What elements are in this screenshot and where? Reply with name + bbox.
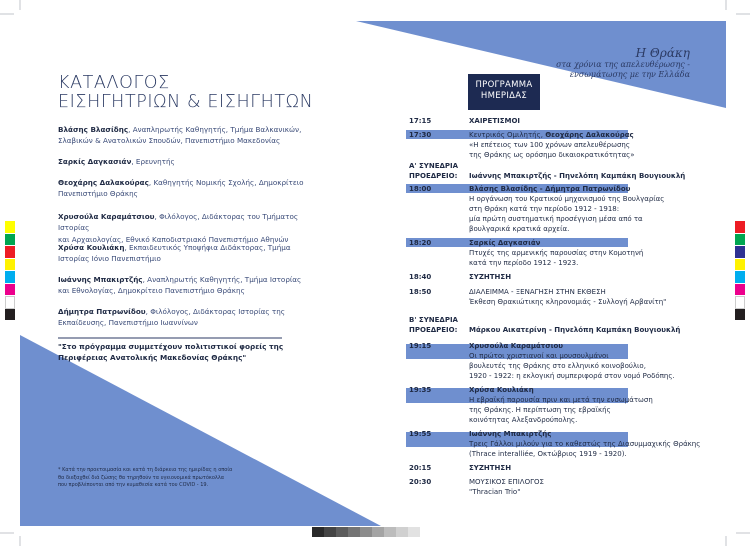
color-bar-left (5, 221, 15, 321)
participation-quote: "Στο πρόγραμμα συμμετέχουν πολιτιστικοί φορείς της Περιφέρειας Ανατολικής Μακεδονίας Θράκης" (58, 342, 284, 362)
speaker-19-35: Χρύσα Κουλιάκη (469, 386, 534, 394)
time-18-50: 18:50 (409, 288, 432, 296)
closing-music-label: ΜΟΥΣΙΚΟΣ ΕΠΙΛΟΓΟΣ (469, 478, 544, 486)
time-18-40: 18:40 (409, 273, 432, 281)
discussion-label-2: ΣΥΖΗΤΗΣΗ (469, 464, 512, 472)
speaker-19-15: Χρυσούλα Καραμάτσιου (469, 342, 563, 350)
talk-title-line: Οι πρώτοι χριστιανοί και μουσουλμάνοι (469, 352, 609, 360)
exhibition-label: Έκθεση Θρακιώτικης κληρονομιάς - Συλλογή Αρβανίτη" (469, 298, 667, 306)
discussion-label: ΣΥΖΗΤΗΣΗ (469, 273, 512, 281)
talk-title-line: της Θράκης. Η περίπτωση της εβραϊκής (469, 406, 611, 414)
session-b-chairs: Μάρκου Αικατερίνη - Πηνελόπη Καμπάκη Βουγιουκλή (469, 326, 681, 334)
keynote-title-line: της Θράκης ως ορόσημο δικαιοκρατικότητας» (469, 151, 635, 159)
music-ensemble-label: "Thracian Trio" (469, 488, 521, 496)
program-heading-box: ΠΡΟΓΡΑΜΜΑ ΗΜΕΡΙΔΑΣ (468, 74, 540, 110)
session-b-label: Β' ΣΥΝΕΔΡΙΑ ΠΡΟΕΔΡΕΙΟ: (409, 316, 458, 334)
time-20-15: 20:15 (409, 464, 432, 472)
time-18-20: 18:20 (409, 239, 432, 247)
talk-title-line: (Thrace interalliée, Οκτώβριος 1919 - 1920). (469, 450, 627, 458)
speaker-18-20: Σαρκίς Δαγκασιάν (469, 239, 541, 247)
time-20-30: 20:30 (409, 478, 432, 486)
break-label: ΔΙΑΛΕΙΜΜΑ - ΞΕΝΑΓΗΣΗ ΣΤΗΝ ΕΚΘΕΣΗ (469, 288, 606, 296)
speaker-entry: Χρύσα Κουλιάκη, Εκπαιδευτικός Υποψήφια Διδάκτορας, Τμήμα Ιστορίας Ιόνιο Πανεπιστήμιο (58, 243, 291, 264)
time-19-55: 19:55 (409, 430, 432, 438)
talk-title-line: βουλευτές της Θράκης στο ελληνικό κοινοβούλιο, (469, 362, 646, 370)
title-line-2: ΕΙΣΗΓΗΤΡΙΩΝ & ΕΙΣΗΓΗΤΩΝ (58, 92, 314, 112)
time-19-35: 19:35 (409, 386, 432, 394)
talk-title-line: 1920 - 1922: η εκλογική συμπεριφορά στον νομό Ροδόπης. (469, 372, 675, 380)
talk-title-line: κοινότητας Αλεξανδρούπολης. (469, 416, 578, 424)
speaker-entry: Χρυσούλα Καραμάτσιου, Φιλόλογος, Διδάκτορας του Τμήματος Ιστορίας και Αρχαιολογίας, Εθνικό Καποδιστριακό Πανεπιστήμιο Αθηνών (58, 212, 299, 244)
time-18-00: 18:00 (409, 185, 432, 193)
bottom-left-blue-triangle (20, 335, 381, 526)
speaker-entry: Δήμητρα Πατρωνίδου, Φιλόλογος, Διδάκτορας Ιστορίας της Εκπαίδευσης, Πανεπιστήμιο Ιωαννίνων (58, 307, 286, 328)
talk-title-line: Τρεις Γάλλοι μιλούν για το καθεστώς της Διασυμμαχικής Θράκης (469, 440, 701, 448)
time-17-15: 17:15 (409, 117, 432, 125)
speaker-entry: Βλάσης Βλασίδης, Αναπληρωτής Καθηγητής, Τμήμα Βαλκανικών, Σλαβικών & Ανατολικών Σπουδών, Πανεπιστήμιο Μακεδονίας (58, 125, 302, 146)
keynote-title-line: «Η επέτειος των 100 χρόνων απελευθέρωσης (469, 141, 630, 149)
covid-note: * Κατά την προετοιμασία και κατά τη διάρκεια της ημερίδας η οποία θα διεξαχθεί διά ζώσης θα τηρηθούν τα υγειονομικά πρωτόκολλα που προβλέπονται από την κυμαθεσία κατά του COVID - 19. (58, 467, 233, 488)
talk-title-line: βουλγαρικά κρατικά αρχεία. (469, 225, 570, 233)
time-17-30: 17:30 (409, 131, 432, 139)
session-a-label: Α' ΣΥΝΕΔΡΙΑ ΠΡΟΕΔΡΕΙΟ: (409, 162, 459, 180)
talk-title-line: μία πρώτη συστηματική προσέγγιση μέσα από τα (469, 215, 643, 223)
speaker-entry: Ιωάννης Μπακιρτζής, Αναπληρωτής Καθηγητής, Τμήμα Ιστορίας και Εθνολογίας, Δημοκρίτειο Πανεπιστήμιο Θράκης (58, 275, 302, 296)
event-slogan: Η Θράκη στα χρόνια της απελευθέρωσης - ενσωμάτωσης με την Ελλάδα (556, 46, 690, 79)
talk-title-line: στη Θράκη κατά την περίοδο 1912 - 1918: (469, 205, 620, 213)
speaker-19-55: Ιωάννης Μπακιρτζής (469, 430, 552, 438)
welcome-label: ΧΑΙΡΕΤΙΣΜΟΙ (469, 117, 521, 125)
title-line-1: ΚΑΤΑΛΟΓΟΣ (58, 73, 170, 93)
talk-title-line: Η εβραϊκή παρουσία πριν και μετά την ενσωμάτωση (469, 396, 653, 404)
session-a-chairs: Ιωάννης Μπακιρτζής - Πηνελόπη Καμπάκη Βουγιουκλή (469, 172, 686, 180)
speaker-entry: Θεοχάρης Δαλακούρας, Καθηγητής Νομικής Σχολής, Δημοκρίτειο Πανεπιστήμιο Θράκης (58, 178, 304, 199)
speakers-18-00: Βλάσης Βλασίδης - Δήμητρα Πατρωνίδου (469, 185, 631, 193)
time-19-15: 19:15 (409, 342, 432, 350)
speaker-entry: Σαρκίς Δαγκασιάν, Ερευνητής (58, 157, 175, 166)
talk-title-line: Πτυχές της αρμενικής παρουσίας στην Κομοτηνή (469, 249, 644, 257)
page-title (58, 74, 313, 112)
talk-title-line: Η οργάνωση του Κρατικού μηχανισμού της Βουλγαρίας (469, 195, 665, 203)
keynote-heading: Κεντρικός Ομιλητής, Θεοχάρης Δαλακούρας (469, 131, 634, 139)
talk-title-line: κατά την περίοδο 1912 - 1923. (469, 259, 579, 267)
color-bar-right (735, 221, 745, 321)
